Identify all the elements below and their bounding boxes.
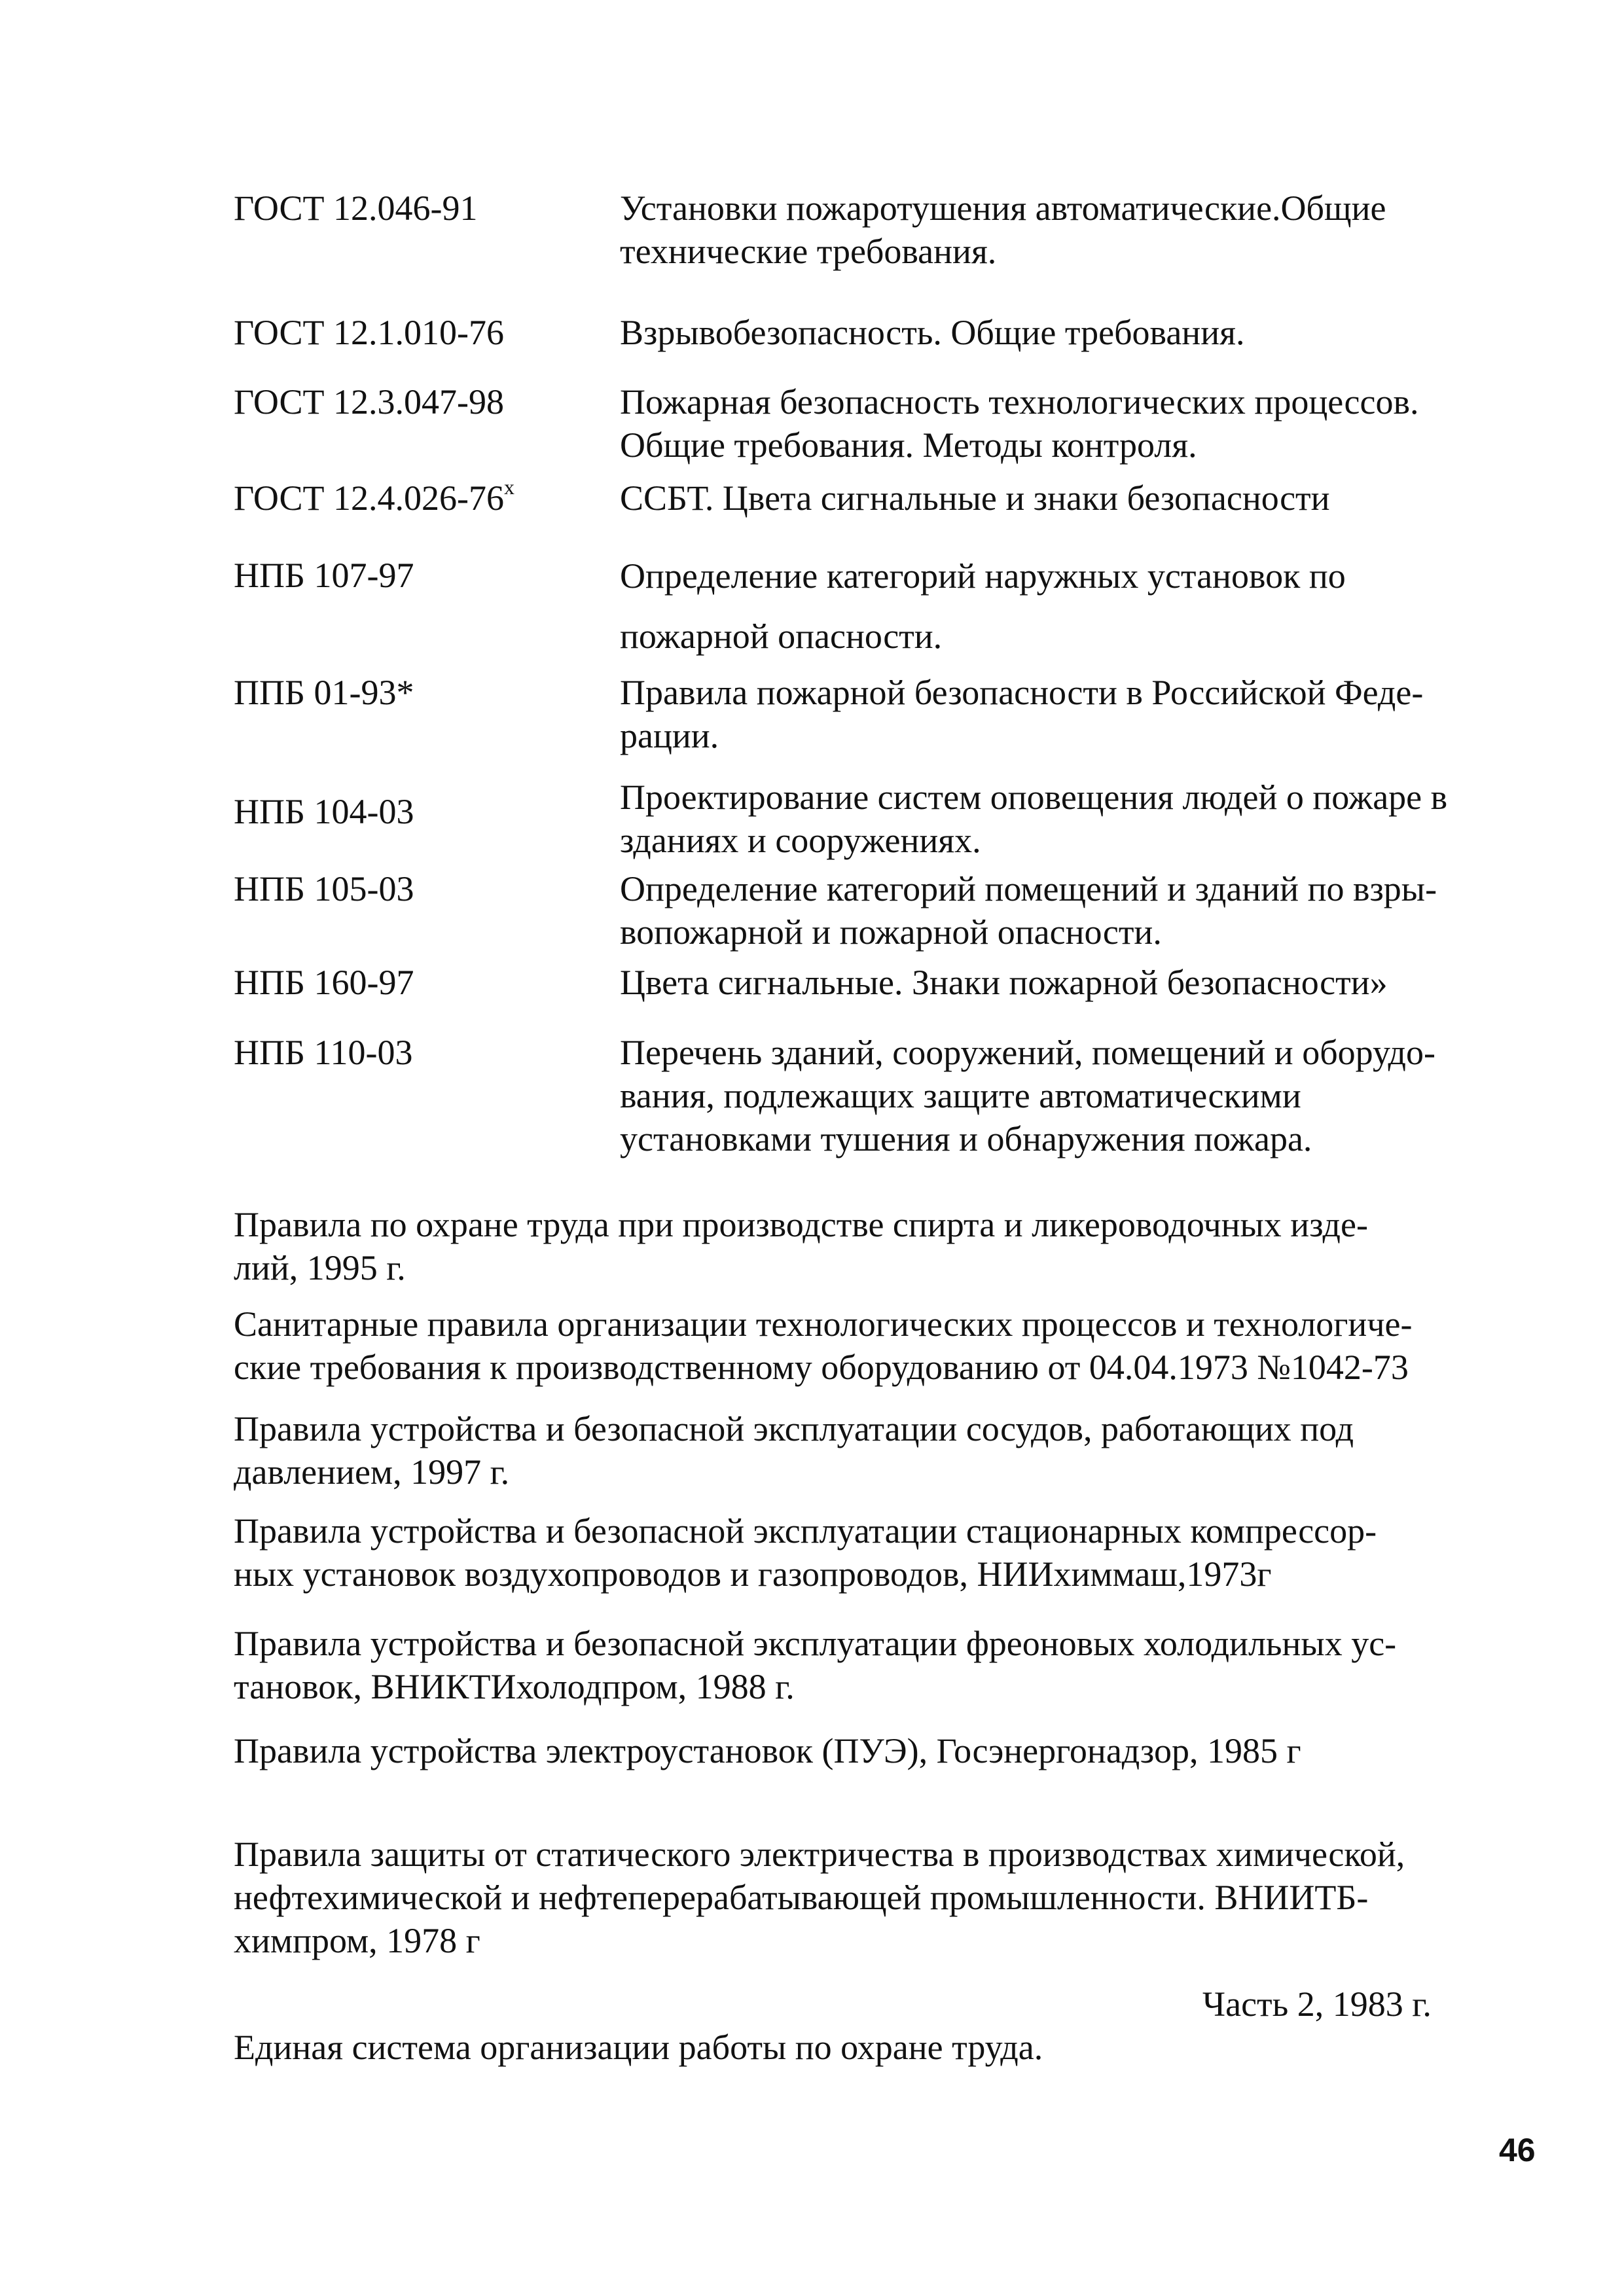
standard-row xyxy=(234,546,1624,666)
standard-row xyxy=(234,476,1624,520)
reference-item: Правила устройства и безопасной эксплуатации сосудов, работающих под давлением, 1997 г. xyxy=(234,1409,1354,1492)
standard-description: Установки пожаротушения автоматические.Общие технические требования. xyxy=(620,188,1386,271)
reference-item-last xyxy=(234,1982,1543,2112)
standard-row xyxy=(234,961,1624,1004)
standard-code: ГОСТ 12.3.047-98 xyxy=(234,382,505,422)
page-number: 46 xyxy=(1499,2132,1536,2168)
standard-description: Определение категорий наружных установок по пожарной опасности. xyxy=(620,556,1346,656)
standard-code: ППБ 01-93* xyxy=(234,673,414,712)
standard-row xyxy=(234,867,1624,954)
standard-code: НПБ 110-03 xyxy=(234,1033,413,1072)
reference-part: Часть 2, 1983 г. xyxy=(1202,1984,1432,2024)
standard-code: ГОСТ 12.046-91 xyxy=(234,188,478,228)
reference-item: Правила защиты от статического электричества в производствах химической, нефтехимической и нефтеперерабатывающей промышленности. ВНИИТБ- химпром, 1978 г xyxy=(234,1835,1405,1960)
standard-code: ГОСТ 12.1.010-76 xyxy=(234,313,505,352)
reference-item: Правила по охране труда при производстве спирта и ликероводочных изде- лий, 1995 г. xyxy=(234,1205,1368,1287)
reference-item: Правила устройства и безопасной эксплуатации стационарных компрессор- ных установок воздухопроводов и газопроводов, НИИхиммаш,1973г xyxy=(234,1511,1377,1594)
standard-description: Взрывобезопасность. Общие требования. xyxy=(620,313,1245,352)
standard-row xyxy=(234,187,1624,273)
standard-row xyxy=(234,380,1624,467)
standard-code: НПБ 104-03 xyxy=(234,792,414,831)
standard-code xyxy=(234,476,613,524)
standard-code: НПБ 105-03 xyxy=(234,869,414,908)
standard-code: НПБ 160-97 xyxy=(234,963,414,1002)
standard-description: Проектирование систем оповещения людей о пожаре в зданиях и сооружениях. xyxy=(620,778,1448,860)
standard-row xyxy=(234,776,1624,862)
standard-row xyxy=(234,311,1624,354)
standard-description: ССБТ. Цвета сигнальные и знаки безопасности xyxy=(620,478,1330,518)
reference-item: Правила устройства и безопасной эксплуатации фреоновых холодильных ус- тановок, ВНИКТИхолодпром, 1988 г. xyxy=(234,1624,1397,1706)
standard-code: НПБ 107-97 xyxy=(234,556,414,595)
standard-code-superscript: х xyxy=(504,475,515,499)
standard-row xyxy=(234,1031,1624,1160)
standard-description: Правила пожарной безопасности в Российской Феде- рации. xyxy=(620,673,1424,755)
standard-description: Определение категорий помещений и зданий по взры- вопожарной и пожарной опасности. xyxy=(620,869,1437,952)
standard-description: Перечень зданий, сооружений, помещений и оборудо- вания, подлежащих защите автоматическими установками тушения и обнаружения пожара. xyxy=(620,1033,1436,1158)
reference-item: Правила устройства электроустановок (ПУЭ), Госэнергонадзор, 1985 г xyxy=(234,1731,1301,1770)
standard-row xyxy=(234,671,1624,757)
standard-description: Пожарная безопасность технологических процессов. Общие требования. Методы контроля. xyxy=(620,382,1419,465)
standard-code-text: ГОСТ 12.4.026-76 xyxy=(234,478,505,518)
reference-item: Санитарные правила организации технологических процессов и технологиче- ские требования к производственному оборудованию от 04.04.1973 №1042-73 xyxy=(234,1304,1413,1387)
reference-text: Единая система организации работы по охране труда. xyxy=(234,2028,1043,2067)
standard-description: Цвета сигнальные. Знаки пожарной безопасности» xyxy=(620,963,1388,1002)
